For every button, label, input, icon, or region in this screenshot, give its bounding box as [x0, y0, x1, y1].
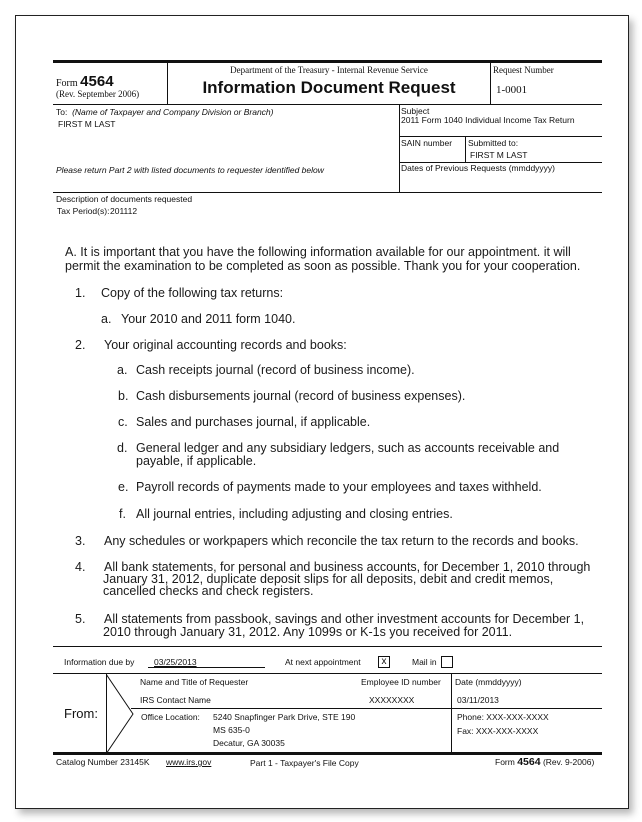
requester-label: Name and Title of Requester: [140, 677, 249, 687]
form-revision: (Rev. September 2006): [56, 89, 140, 99]
item-5-number: 5.: [75, 612, 86, 626]
tax-period-value: 201112: [110, 206, 138, 216]
next-appointment-label: At next appointment: [285, 657, 361, 667]
item-1-text: Copy of the following tax returns:: [101, 286, 284, 300]
item-4-number: 4.: [75, 560, 86, 574]
phone: Phone: XXX-XXX-XXXX: [457, 712, 549, 722]
item-2-number: 2.: [75, 338, 86, 352]
office-line-2: MS 635-0: [213, 725, 250, 735]
form-title: Information Document Request: [202, 78, 456, 97]
office-line-1: 5240 Snapfinger Park Drive, STE 190: [213, 712, 356, 722]
item-5-text-2: 2010 through January 31, 2012. Any 1099s or K-1s you received for 2011.: [103, 625, 513, 639]
catalog-number: Catalog Number 23145K: [56, 757, 150, 767]
item-2b-text: Cash disbursements journal (record of business expenses).: [136, 389, 466, 403]
item-2f-text: All journal entries, including adjusting and closing entries.: [136, 507, 453, 521]
item-4-text-2: January 31, 2012, duplicate deposit slips for all deposits, debit and credit memos,: [103, 572, 554, 586]
previous-requests-label: Dates of Previous Requests (mmddyyyy): [401, 163, 555, 173]
intro-line-2: permit the examination to be completed as soon as possible. Thank you for your cooperation.: [65, 259, 581, 273]
item-2a-letter: a.: [117, 363, 128, 377]
subject-value: 2011 Form 1040 Individual Income Tax Return: [401, 115, 575, 125]
item-3-number: 3.: [75, 534, 86, 548]
header-divider-right: [490, 63, 491, 104]
due-label: Information due by: [64, 657, 135, 667]
mail-in-checkbox[interactable]: [441, 656, 453, 668]
tax-period-label: Tax Period(s):: [57, 206, 110, 216]
request-number-label: Request Number: [493, 65, 554, 75]
due-top-rule: [53, 646, 602, 647]
item-2f-letter: f.: [119, 507, 126, 521]
employee-id-value: XXXXXXXX: [369, 695, 415, 705]
footer-form-word: Form: [495, 757, 515, 767]
form-label: [56, 73, 114, 90]
item-2e-text: Payroll records of payments made to your employees and taxes withheld.: [136, 480, 542, 494]
item-5-text-1: All statements from passbook, savings and other investment accounts for December 1,: [104, 612, 585, 626]
office-label: Office Location:: [141, 712, 200, 722]
item-2b-letter: b.: [118, 389, 129, 403]
intro-line-1: A. It is important that you have the following information available for our appointment. it will: [65, 245, 571, 259]
due-date[interactable]: 03/25/2013: [148, 657, 265, 668]
subject-divider: [399, 105, 400, 192]
form-word: Form: [56, 78, 78, 89]
subject-label: Subject: [401, 106, 430, 116]
item-2e-letter: e.: [118, 480, 129, 494]
date-label: Date (mmddyyyy): [455, 677, 522, 687]
sain-divider: [465, 137, 466, 162]
item-1-number: 1.: [75, 286, 86, 300]
return-note: Please return Part 2 with listed documents to requester identified below: [56, 165, 324, 175]
taxpayer-name: FIRST M LAST: [58, 119, 116, 129]
to-hint: (Name of Taxpayer and Company Division or Branch): [72, 107, 274, 117]
part-label: Part 1 - Taxpayer's File Copy: [250, 758, 359, 768]
item-4-text-3: cancelled checks and check registers.: [103, 584, 314, 598]
item-2c-text: Sales and purchases journal, if applicable.: [136, 415, 371, 429]
date-divider: [451, 674, 452, 754]
sain-label: SAIN number: [401, 138, 453, 148]
header-bottom-rule: [53, 104, 602, 105]
from-label: From:: [64, 706, 98, 721]
subject-bottom-rule: [399, 136, 602, 137]
footer-form-number: 4564: [517, 756, 541, 768]
fax: Fax: XXX-XXX-XXXX: [457, 726, 539, 736]
from-arrow-icon: [106, 674, 136, 754]
item-2c-letter: c.: [118, 415, 128, 429]
requester-bottom-rule: [131, 708, 602, 709]
employee-id-label: Employee ID number: [361, 677, 441, 687]
footer-form-revision: (Rev. 9-2006): [542, 757, 595, 767]
to-word: To:: [56, 107, 68, 117]
item-1a-text: Your 2010 and 2011 form 1040.: [121, 312, 296, 326]
department-name: Department of the Treasury - Internal Revenue Service: [230, 65, 428, 75]
form-number: 4564: [80, 73, 114, 90]
top-thick-rule: [53, 60, 602, 63]
item-2a-text: Cash receipts journal (record of business income).: [136, 363, 415, 377]
to-label: [56, 107, 274, 117]
submitted-to-value: FIRST M LAST: [470, 150, 528, 160]
description-top-rule: [53, 192, 602, 193]
next-appointment-checkbox[interactable]: x: [378, 656, 390, 668]
item-2d-text-2: payable, if applicable.: [136, 454, 257, 468]
irs-website-link[interactable]: www.irs.gov: [166, 757, 212, 767]
bottom-thick-rule: [53, 752, 602, 755]
request-number: 1-0001: [496, 84, 528, 96]
office-line-3: Decatur, GA 30035: [213, 738, 285, 748]
item-2-text: Your original accounting records and books:: [104, 338, 347, 352]
requester-value: IRS Contact Name: [140, 695, 211, 705]
item-4-text-1: All bank statements, for personal and business accounts, for December 1, 2010 through: [104, 560, 591, 574]
footer-form-label: [495, 756, 594, 768]
item-2d-letter: d.: [117, 441, 128, 455]
submitted-to-label: Submitted to:: [468, 138, 519, 148]
item-3-text: Any schedules or workpapers which reconcile the tax return to the records and books.: [104, 534, 579, 548]
description-label: Description of documents requested: [56, 194, 193, 204]
item-2d-text-1: General ledger and any subsidiary ledgers, such as accounts receivable and: [136, 441, 560, 455]
date-value: 03/11/2013: [457, 695, 499, 705]
mail-in-label: Mail in: [412, 657, 437, 667]
item-1a-letter: a.: [101, 312, 112, 326]
